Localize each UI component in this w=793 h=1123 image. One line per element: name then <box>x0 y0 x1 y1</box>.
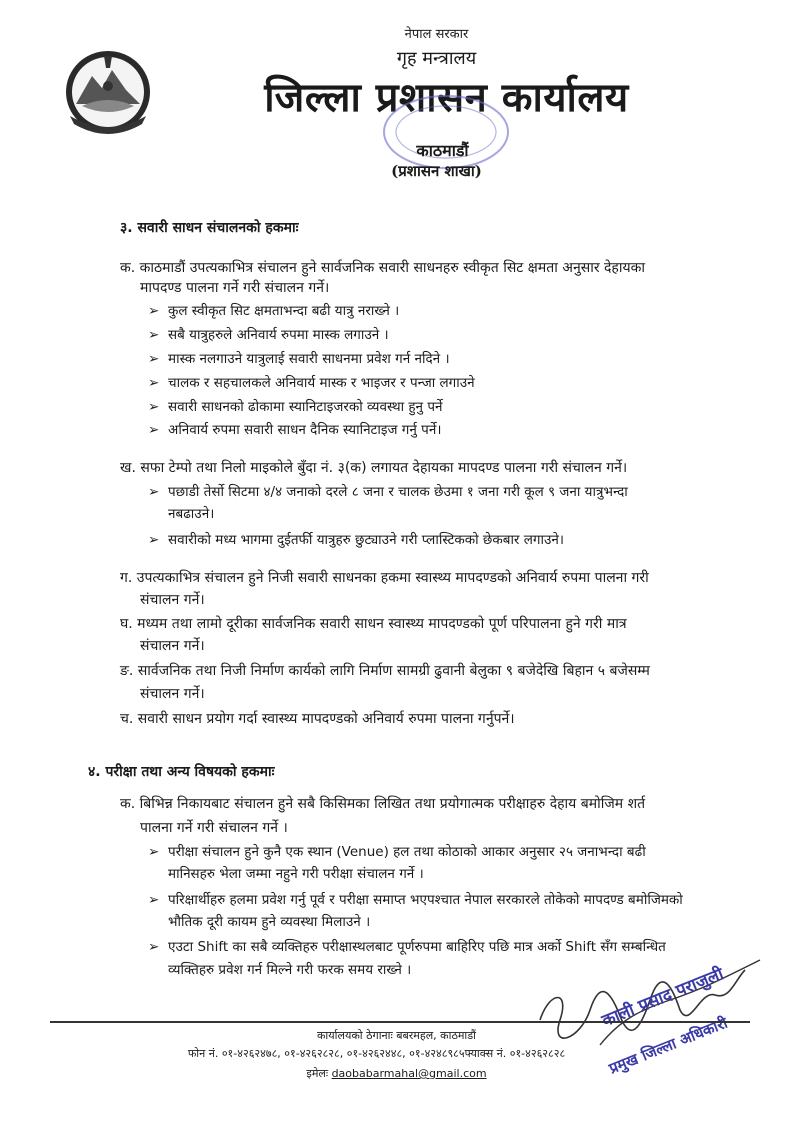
footer-address: कार्यालयको ठेगानाः बबरमहल, काठमाडौं <box>316 1029 477 1042</box>
list-item-continuation: व्यक्तिहरु प्रवेश गर्न मिल्ने गरी फरक समय राख्ने । <box>168 962 412 978</box>
header-government: नेपाल सरकार <box>404 27 469 42</box>
list-item: ➢ सबै यात्रुहरुले अनिवार्य रुपमा मास्क लगाउने । <box>148 327 389 343</box>
section-3-gha-line2: संचालन गर्ने। <box>140 638 205 654</box>
list-item: ➢ परीक्षा संचालन हुने कुनै एक स्थान (Venue) हल तथा कोठाको आकार अनुसार २५ जनाभन्दा बढी <box>148 844 646 860</box>
arrow-bullet-icon: ➢ <box>148 844 160 860</box>
section-3-gha-line1: घ. मध्यम तथा लामो दूरीका सार्वजनिक सवारी साधन स्वास्थ्य मापदण्डको पूर्ण परिपालना हुने गरी मात्र <box>120 616 627 632</box>
footer-phone: फोन नं. ०१-४२६२४७८, ०१-४२६२८२८, ०१-४२६२४४८, ०१-४२४८९८५फ्याक्स नं. ०१-४२६२८२८ <box>187 1047 566 1060</box>
list-item-continuation: नबढाउने। <box>168 506 215 522</box>
section-3-nga-line2: संचालन गर्ने। <box>140 686 205 702</box>
list-item: ➢ कुल स्वीकृत सिट क्षमताभन्दा बढी यात्रु नराख्ने । <box>148 303 400 319</box>
header-office-title: जिल्ला प्रशासन कार्यालय <box>264 75 629 121</box>
list-item: ➢ परिक्षार्थीहरु हलमा प्रवेश गर्नु पूर्व र परीक्षा समाप्त भएपश्चात नेपाल सरकारले तोकेको मापदण्ड बमोजिमको <box>148 892 683 908</box>
list-item: ➢ एउटा Shift का सबै व्यक्तिहरु परीक्षास्थलबाट पूर्णरुपमा बाहिरिए पछि मात्र अर्को Shift सँग सम्बन्धित <box>148 939 666 955</box>
arrow-bullet-icon: ➢ <box>148 939 160 955</box>
section-4-ka-line1: क. बिभिन्न निकायबाट संचालन हुने सबै किसिमका लिखित तथा प्रयोगात्मक परीक्षाहरु देहाय बमोजिम शर्त <box>120 796 646 812</box>
arrow-bullet-icon: ➢ <box>148 422 160 438</box>
section-3-nga-line1: ङ. सार्वजनिक तथा निजी निर्माण कार्यको लागि निर्माण सामग्री ढुवानी बेलुका ९ बजेदेखि बिहान ५ बजेसम्म <box>120 663 650 679</box>
arrow-bullet-icon: ➢ <box>148 303 160 319</box>
list-item: ➢ पछाडी तेर्सो सिटमा ४/४ जनाको दरले ८ जना र चालक छेउमा १ जना गरी कूल ९ जना यात्रुभन्दा <box>148 484 628 500</box>
section-3-title: ३. सवारी साधन संचालनको हकमाः <box>120 220 299 236</box>
signatory-title: प्रमुख जिल्ला अधिकारी <box>606 1013 731 1078</box>
header-branch: (प्रशासन शाखा) <box>391 162 482 180</box>
arrow-bullet-icon: ➢ <box>148 399 160 415</box>
header-city: काठमाडौं <box>416 141 469 160</box>
section-3-cha: च. सवारी साधन प्रयोग गर्दा स्वास्थ्य मापदण्डको अनिवार्य रुपमा पालना गर्नुपर्ने। <box>120 711 515 727</box>
list-item: ➢ मास्क नलगाउने यात्रुलाई सवारी साधनमा प्रवेश गर्न नदिने । <box>148 351 450 367</box>
list-item: ➢ सवारी साधनको ढोकामा स्यानिटाइजरको व्यवस्था हुनु पर्ने <box>148 399 443 415</box>
section-4-ka-line2: पालना गर्ने गरी संचालन गर्ने । <box>140 820 288 836</box>
section-3-ga-line2: संचालन गर्ने। <box>140 592 205 608</box>
footer-email: इमेलः daobabarmahal@gmail.com <box>306 1067 487 1080</box>
list-item-continuation: मानिसहरु भेला जम्मा नहुने गरी परीक्षा संचालन गर्ने । <box>168 866 424 882</box>
section-3-ka-line2: मापदण्ड पालना गर्ने गरी संचालन गर्ने। <box>140 280 330 296</box>
list-item: ➢ चालक र सहचालकले अनिवार्य मास्क र भाइजर र पन्जा लगाउने <box>148 375 475 391</box>
signatory-name: काली प्रसाद पराजुली <box>599 964 727 1032</box>
email-link[interactable]: daobabarmahal@gmail.com <box>331 1067 487 1080</box>
list-item: ➢ अनिवार्य रुपमा सवारी साधन दैनिक स्यानिटाइज गर्नु पर्ने। <box>148 422 442 438</box>
arrow-bullet-icon: ➢ <box>148 375 160 391</box>
section-3-ga-line1: ग. उपत्यकाभित्र संचालन हुने निजी सवारी साधनका हकमा स्वास्थ्य मापदण्डको अनिवार्य रुपमा पालना गरी <box>120 570 649 586</box>
header-ministry: गृह मन्त्रालय <box>396 48 477 69</box>
arrow-bullet-icon: ➢ <box>148 892 160 908</box>
arrow-bullet-icon: ➢ <box>148 327 160 343</box>
list-item-continuation: भौतिक दूरी कायम हुने व्यवस्था मिलाउने । <box>168 914 371 930</box>
section-3-ka-line1: क. काठमाडौं उपत्यकाभित्र संचालन हुने सार्वजनिक सवारी साधनहरु स्वीकृत सिट क्षमता अनुसार देहायका <box>120 260 645 276</box>
section-3-kha: ख. सफा टेम्पो तथा निलो माइकोले बुँदा नं. ३(क) लगायत देहायका मापदण्ड पालना गरी संचालन गर्ने। <box>120 460 628 476</box>
arrow-bullet-icon: ➢ <box>148 484 160 500</box>
arrow-bullet-icon: ➢ <box>148 532 160 548</box>
list-item: ➢ सवारीको मध्य भागमा दुईतर्फी यात्रुहरु छुट्याउने गरी प्लास्टिकको छेकबार लगाउने। <box>148 532 565 548</box>
section-4-title: ४. परीक्षा तथा अन्य विषयको हकमाः <box>88 764 275 780</box>
footer-divider <box>50 1021 750 1023</box>
arrow-bullet-icon: ➢ <box>148 351 160 367</box>
